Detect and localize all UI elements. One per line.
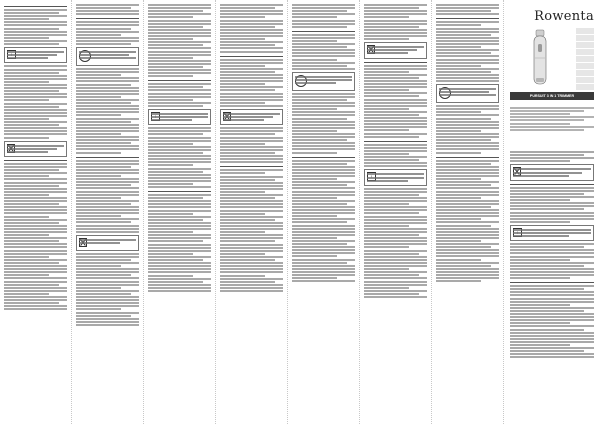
section-heading (364, 140, 427, 142)
column-2 (72, 0, 144, 424)
section-heading (510, 183, 594, 185)
section-heading (510, 281, 594, 283)
warning-box (4, 47, 67, 63)
panel-text (510, 150, 594, 418)
warning-box (76, 47, 139, 66)
section-heading (364, 61, 427, 63)
warning-box (510, 225, 594, 241)
warning-box (292, 72, 355, 91)
column-3 (144, 0, 216, 424)
language-tab[interactable] (576, 63, 594, 70)
section-heading (292, 30, 355, 32)
disposal-box (510, 164, 594, 180)
column-1 (0, 0, 72, 424)
disposal-box (364, 42, 427, 58)
language-tab[interactable] (576, 84, 594, 91)
trimmer-product-image (524, 28, 556, 90)
section-heading (148, 190, 211, 192)
brand-logo: Rowenta (534, 9, 594, 24)
warning-box (364, 169, 427, 185)
column-5 (288, 0, 360, 424)
section-heading (4, 159, 67, 161)
disposal-box (4, 141, 67, 157)
disposal-box (220, 109, 283, 125)
language-tab[interactable] (576, 77, 594, 84)
section-heading (436, 17, 499, 19)
language-tab[interactable] (576, 56, 594, 63)
section-heading (148, 79, 211, 81)
language-tab[interactable] (576, 28, 594, 35)
spec-block (510, 106, 594, 132)
column-7 (432, 0, 504, 424)
section-heading (220, 165, 283, 167)
disposal-box (76, 235, 139, 251)
column-6 (360, 0, 432, 424)
section-heading (436, 156, 499, 158)
language-tab[interactable] (576, 70, 594, 77)
column-4 (216, 0, 288, 424)
language-tab[interactable] (576, 35, 594, 42)
section-heading (76, 156, 139, 158)
product-banner: PURSUIT 3 IN 1 TRIMMER (510, 92, 594, 100)
section-heading (220, 55, 283, 57)
language-tab[interactable] (576, 42, 594, 49)
section-heading (292, 156, 355, 158)
language-tab[interactable] (576, 49, 594, 56)
product-panel (504, 0, 600, 424)
section-heading (76, 17, 139, 19)
section-heading (4, 5, 67, 7)
warning-box (148, 109, 211, 125)
language-tabs (576, 28, 594, 91)
warning-box (436, 84, 499, 103)
